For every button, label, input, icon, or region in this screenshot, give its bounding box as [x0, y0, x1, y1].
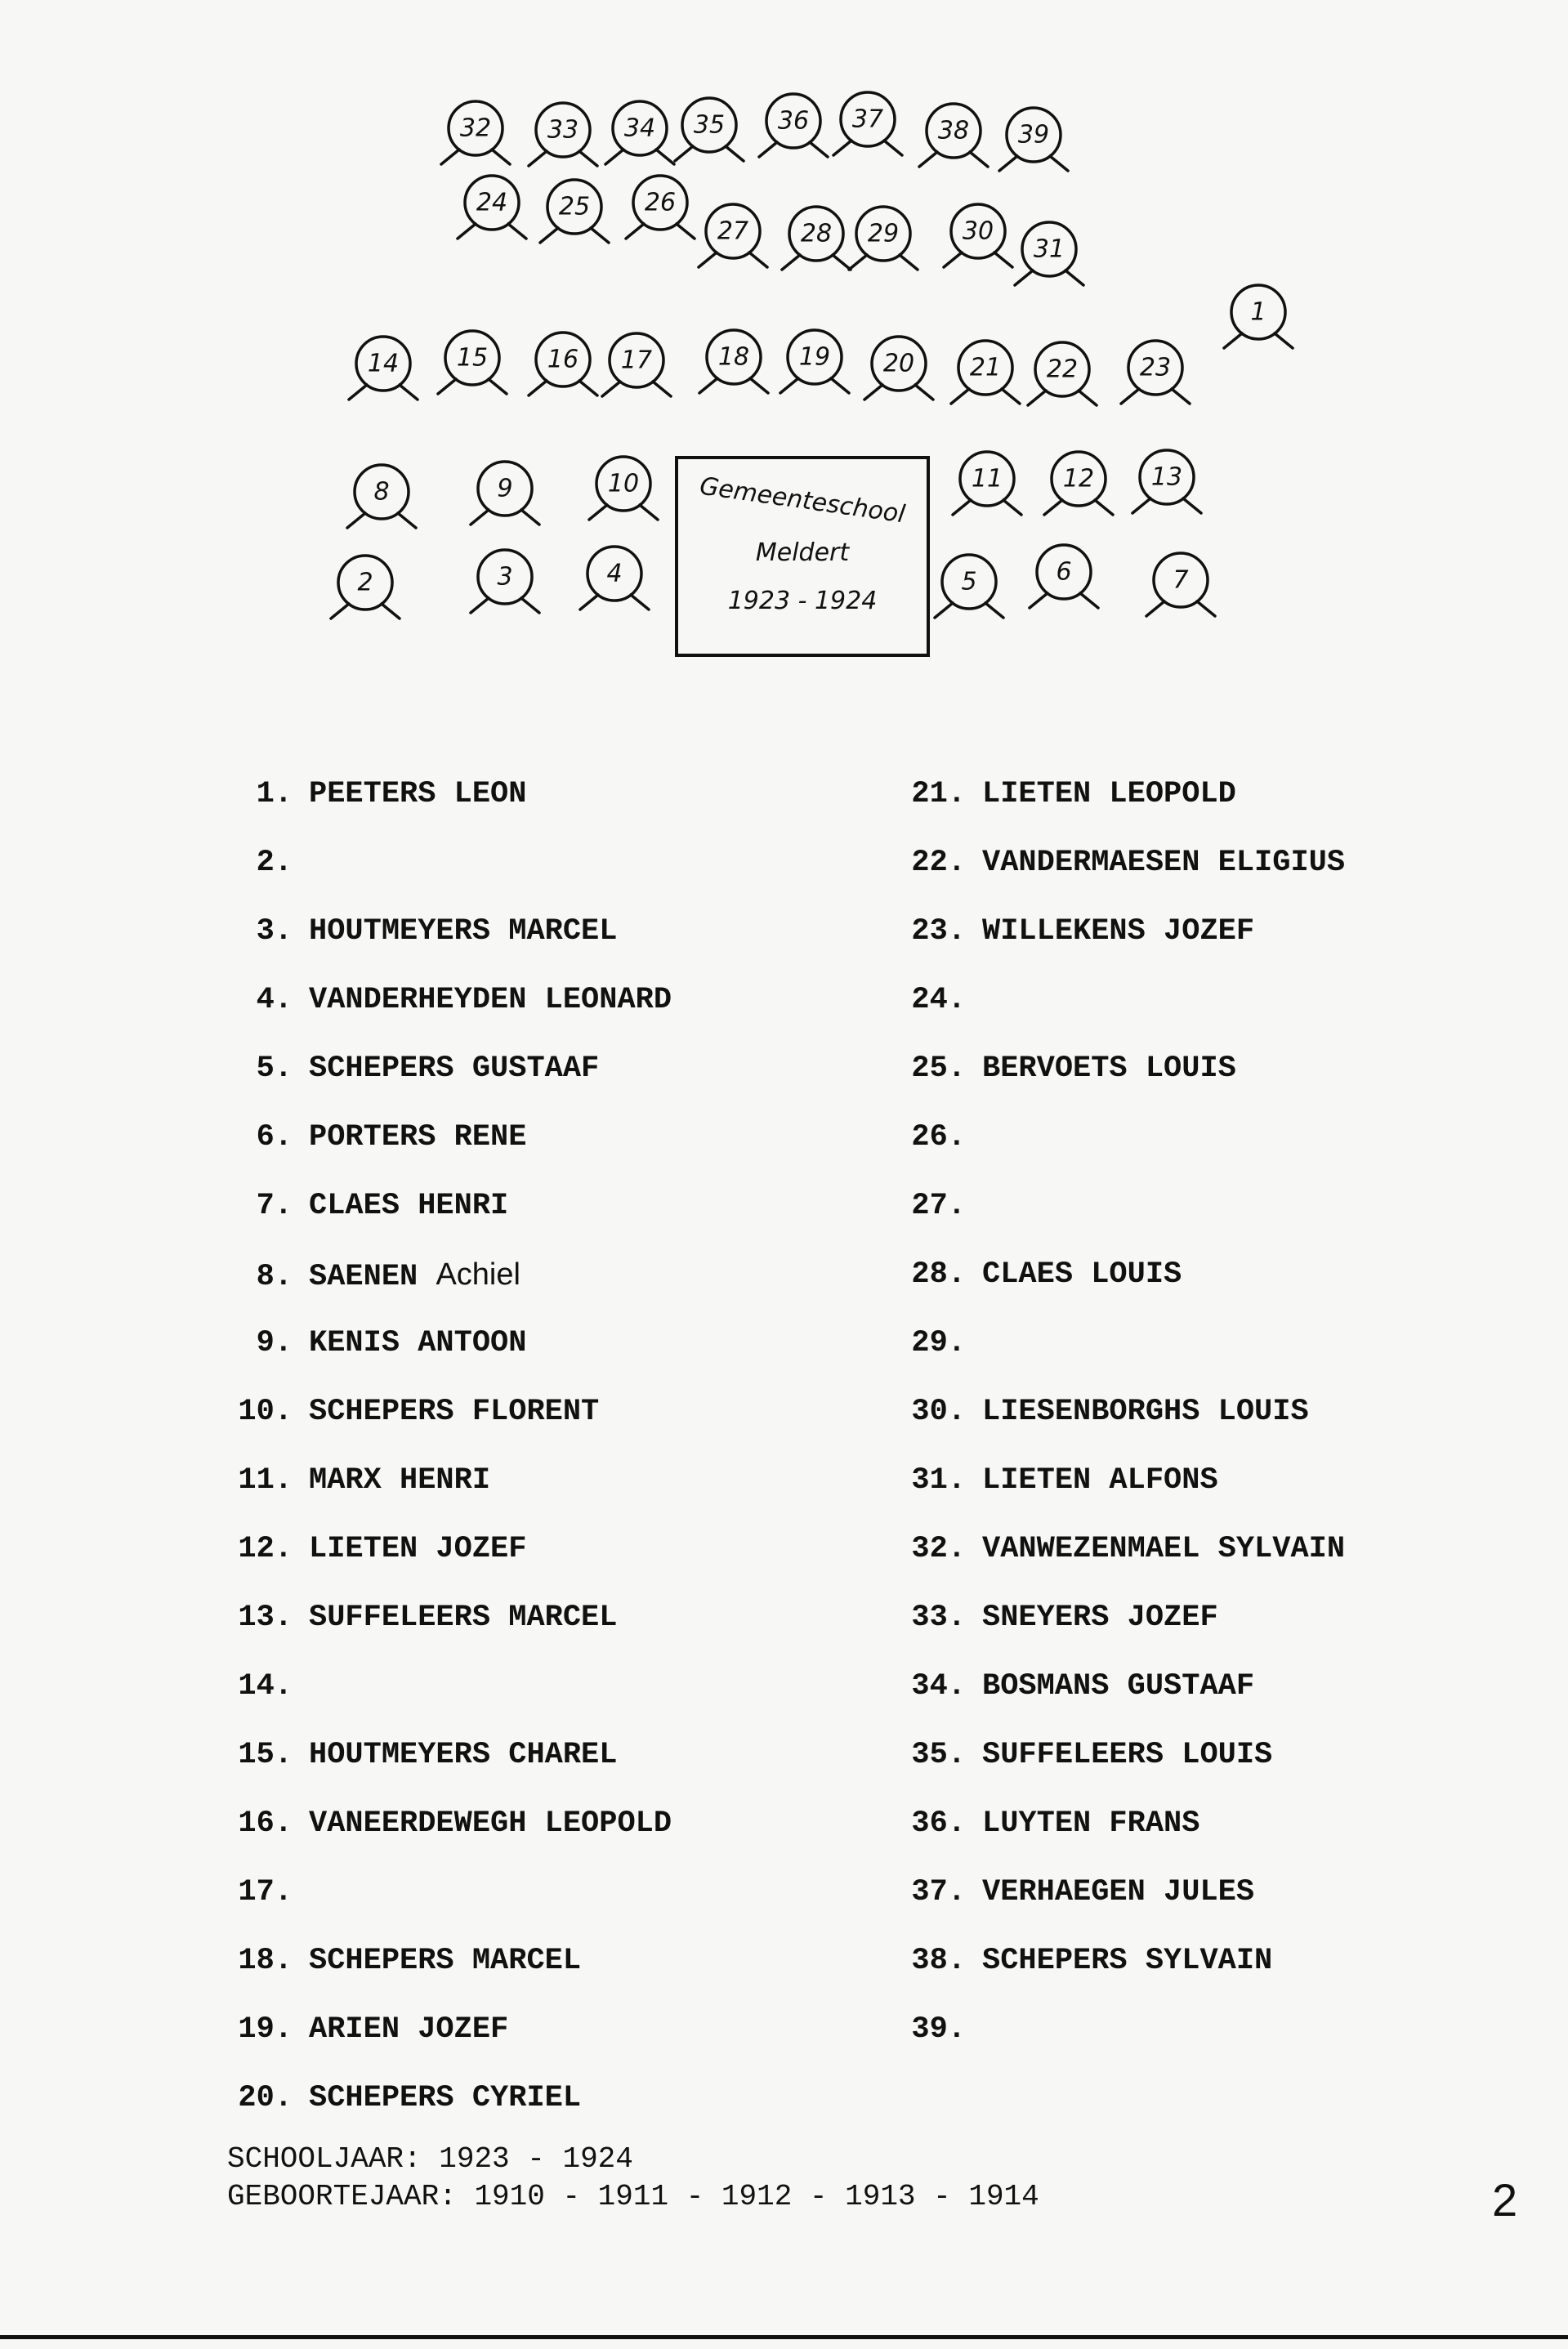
seat-marker: [864, 337, 933, 400]
roster-entry: [892, 897, 1562, 966]
roster-name: SAENEN: [309, 1260, 418, 1294]
roster-number: 36.: [911, 1806, 966, 1841]
seat-number: 15: [456, 343, 489, 373]
seat-shoulders: [347, 513, 416, 528]
roster-name: HOUTMEYERS CHAREL: [309, 1738, 618, 1772]
seat-marker: [1146, 553, 1215, 616]
roster-number: 23.: [911, 914, 966, 949]
seat-number: 30: [962, 217, 994, 246]
seat-number: 22: [1046, 355, 1079, 384]
roster-name: KENIS ANTOON: [309, 1326, 527, 1360]
roster-name: SUFFELEERS MARCEL: [309, 1601, 618, 1635]
roster-number: 30.: [911, 1395, 966, 1429]
roster-name: SCHEPERS FLORENT: [309, 1395, 600, 1429]
seat-number: 37: [851, 105, 884, 134]
seat-number: 34: [623, 114, 656, 143]
seat-shoulders: [951, 389, 1020, 404]
roster-number: 17.: [238, 1875, 293, 1909]
roster-name: SCHEPERS GUSTAAF: [309, 1052, 600, 1086]
seat-number: 5: [961, 567, 977, 596]
roster-number: 28.: [911, 1257, 966, 1292]
seat-shoulders: [1132, 498, 1201, 513]
seat-shoulders: [849, 255, 918, 270]
seat-marker: [441, 101, 510, 164]
roster-name: VANDERMAESEN ELIGIUS: [982, 846, 1346, 880]
roster-entry: [219, 897, 889, 966]
seat-shoulders: [699, 378, 768, 393]
seat-shoulders: [759, 142, 828, 157]
roster-name: PEETERS LEON: [309, 777, 527, 811]
seat-marker: [919, 104, 988, 167]
seat-shoulders: [1121, 389, 1190, 404]
seat-shoulders: [1030, 593, 1098, 608]
seat-marker: [1044, 452, 1113, 515]
page-number: 2: [1492, 2174, 1518, 2226]
roster-entry: [219, 1240, 889, 1309]
seat-shoulders: [1028, 391, 1097, 405]
roster-entry: [219, 1103, 889, 1172]
roster-number: 6.: [256, 1120, 293, 1154]
seat-marker: [331, 556, 400, 619]
seat-marker: [699, 330, 768, 393]
seat-number: 39: [1017, 120, 1050, 150]
roster-entry: [892, 1927, 1562, 1995]
roster-number: 38.: [911, 1944, 966, 1978]
seat-shoulders: [833, 141, 902, 155]
seat-number: 16: [547, 345, 579, 374]
seat-marker: [626, 176, 695, 239]
seat-marker: [347, 465, 416, 528]
seat-shoulders: [1015, 270, 1083, 285]
roster-entry: [219, 828, 889, 897]
roster-number: 4.: [256, 983, 293, 1017]
roster-entry: [219, 1034, 889, 1103]
roster-entry: [892, 1583, 1562, 1652]
roster-name: BOSMANS GUSTAAF: [982, 1669, 1255, 1704]
seat-marker: [458, 176, 526, 239]
roster-entry: [219, 1172, 889, 1240]
roster-entry: [219, 1789, 889, 1858]
seat-shoulders: [529, 151, 597, 166]
seat-number: 3: [497, 562, 513, 592]
schooljaar-line: SCHOOLJAAR: 1923 - 1924: [227, 2142, 633, 2176]
seat-number: 25: [558, 192, 591, 221]
roster-number: 5.: [256, 1052, 293, 1086]
seat-number: 21: [969, 353, 1002, 382]
seat-number: 6: [1056, 557, 1072, 587]
seat-shoulders: [438, 379, 507, 394]
roster-entry: [219, 2064, 889, 2132]
roster-name: ARIEN JOZEF: [309, 2012, 509, 2047]
seat-shoulders: [919, 152, 988, 167]
seat-shoulders: [1044, 500, 1113, 515]
roster-number: 39.: [911, 2012, 966, 2047]
roster-entry: [219, 1515, 889, 1583]
roster-number: 18.: [238, 1944, 293, 1978]
roster-name: LIETEN ALFONS: [982, 1463, 1218, 1498]
roster-number: 29.: [911, 1326, 966, 1360]
roster-entry: [219, 1927, 889, 1995]
seat-marker: [580, 547, 649, 610]
roster-name: SCHEPERS SYLVAIN: [982, 1944, 1273, 1978]
roster-number: 9.: [256, 1326, 293, 1360]
roster-name: BERVOETS LOUIS: [982, 1052, 1236, 1086]
seat-marker: [675, 98, 744, 161]
box-line-town: Meldert: [755, 538, 850, 567]
roster-entry: [892, 760, 1562, 828]
roster-entry: [892, 1309, 1562, 1378]
seat-marker: [1132, 450, 1201, 513]
seat-shoulders: [471, 598, 539, 613]
seat-number: 31: [1033, 234, 1065, 264]
seat-shoulders: [944, 252, 1012, 267]
bottom-rule: [0, 2335, 1568, 2339]
seat-shoulders: [699, 252, 767, 267]
seat-number: 7: [1173, 565, 1189, 595]
seat-number: 10: [607, 469, 640, 498]
seat-marker: [953, 452, 1021, 515]
seat-number: 24: [476, 188, 508, 217]
seat-number: 1: [1250, 297, 1266, 327]
roster-entry: [219, 1858, 889, 1927]
roster-name: LUYTEN FRANS: [982, 1806, 1200, 1841]
seat-number: 18: [717, 342, 750, 372]
seat-shoulders: [935, 603, 1003, 618]
seat-number: 32: [459, 114, 492, 143]
roster-number: 26.: [911, 1120, 966, 1154]
seat-number: 19: [798, 342, 831, 372]
roster-entry: [892, 1515, 1562, 1583]
roster-number: 11.: [238, 1463, 293, 1498]
seat-shoulders: [529, 381, 597, 395]
seat-shoulders: [1224, 333, 1293, 348]
seat-shoulders: [349, 385, 418, 400]
roster-number: 33.: [911, 1601, 966, 1635]
roster-name: SCHEPERS CYRIEL: [309, 2081, 582, 2115]
seat-marker: [935, 555, 1003, 618]
roster-entry: [892, 1721, 1562, 1789]
roster-number: 20.: [238, 2081, 293, 2115]
roster-number: 12.: [238, 1532, 293, 1566]
seat-marker: [780, 330, 849, 393]
seat-shoulders: [602, 382, 671, 396]
roster-name: VANEERDEWEGH LEOPOLD: [309, 1806, 672, 1841]
seat-marker: [349, 337, 418, 400]
roster-number: 34.: [911, 1669, 966, 1704]
seat-number: 13: [1150, 462, 1183, 492]
seat-number: 2: [357, 568, 373, 597]
seat-marker: [540, 180, 609, 243]
roster-name: CLAES LOUIS: [982, 1257, 1182, 1292]
seat-marker: [438, 331, 507, 394]
roster-entry: [219, 1721, 889, 1789]
seat-shoulders: [605, 150, 674, 164]
roster-entry: [892, 1103, 1562, 1172]
geboortejaar-line: GEBOORTEJAAR: 1910 - 1911 - 1912 - 1913 - 1914: [227, 2180, 1039, 2213]
seat-number: 14: [367, 349, 400, 378]
roster-name: SCHEPERS MARCEL: [309, 1944, 582, 1978]
roster-number: 22.: [911, 846, 966, 880]
seat-shoulders: [675, 146, 744, 161]
seat-number: 23: [1139, 353, 1172, 382]
roster-entry: [219, 1378, 889, 1446]
seat-shoulders: [953, 500, 1021, 515]
seat-shoulders: [441, 150, 510, 164]
roster-number: 32.: [911, 1532, 966, 1566]
seat-number: 17: [620, 346, 653, 375]
roster-entry: [219, 1583, 889, 1652]
seat-number: 38: [937, 116, 970, 145]
roster-number: 1.: [256, 777, 293, 811]
roster-name: HOUTMEYERS MARCEL: [309, 914, 618, 949]
seat-marker: [782, 207, 851, 270]
seat-marker: [833, 92, 902, 155]
roster-entry: [219, 1309, 889, 1378]
roster-number: 13.: [238, 1601, 293, 1635]
seat-number: 35: [693, 110, 726, 140]
roster-name: CLAES HENRI: [309, 1189, 509, 1223]
seat-marker: [951, 341, 1020, 404]
seat-shoulders: [782, 255, 851, 270]
roster-number: 24.: [911, 983, 966, 1017]
seat-number: 20: [882, 349, 915, 378]
roster-number: 37.: [911, 1875, 966, 1909]
roster-number: 25.: [911, 1052, 966, 1086]
roster-entry: [219, 1446, 889, 1515]
roster-name: PORTERS RENE: [309, 1120, 527, 1154]
roster-name: LIESENBORGHS LOUIS: [982, 1395, 1309, 1429]
seat-number: 33: [547, 115, 579, 145]
seat-marker: [944, 204, 1012, 267]
seat-number: 9: [497, 474, 513, 503]
roster-number: 14.: [238, 1669, 293, 1704]
roster-entry: [219, 1652, 889, 1721]
roster-number: 35.: [911, 1738, 966, 1772]
seat-marker: [529, 333, 597, 395]
roster-entry: [892, 1995, 1562, 2064]
seat-marker: [1224, 285, 1293, 348]
seat-shoulders: [540, 228, 609, 243]
box-line-school: Gemeenteschool: [698, 471, 907, 529]
seat-marker: [1121, 341, 1190, 404]
roster-number: 7.: [256, 1189, 293, 1223]
roster-name: LIETEN JOZEF: [309, 1532, 527, 1566]
roster-entry: [892, 966, 1562, 1034]
seat-number: 27: [717, 217, 749, 246]
roster-name-handwritten: Achiel: [436, 1257, 520, 1292]
seat-shoulders: [589, 505, 658, 520]
roster-number: 15.: [238, 1738, 293, 1772]
seat-number: 26: [644, 188, 677, 217]
seat-number: 36: [777, 106, 810, 136]
roster-number: 19.: [238, 2012, 293, 2047]
box-line-years: 1923 - 1924: [727, 587, 878, 615]
seat-marker: [759, 94, 828, 157]
roster-number: 27.: [911, 1189, 966, 1223]
seat-marker: [602, 333, 671, 396]
roster-number: 10.: [238, 1395, 293, 1429]
roster-entry: [892, 1789, 1562, 1858]
roster-number: 2.: [256, 846, 293, 880]
seat-shoulders: [864, 385, 933, 400]
roster-name: MARX HENRI: [309, 1463, 491, 1498]
roster-name: VERHAEGEN JULES: [982, 1875, 1255, 1909]
seat-shoulders: [1146, 601, 1215, 616]
roster-entry: [892, 1240, 1562, 1309]
roster-entry: [892, 1034, 1562, 1103]
seat-shoulders: [999, 156, 1068, 171]
roster-entry: [892, 828, 1562, 897]
roster-name: SUFFELEERS LOUIS: [982, 1738, 1273, 1772]
seat-number: 12: [1062, 464, 1095, 493]
seat-shoulders: [780, 378, 849, 393]
seat-number: 11: [971, 464, 1003, 493]
roster-number: 16.: [238, 1806, 293, 1841]
seat-marker: [589, 457, 658, 520]
roster-entry: [219, 760, 889, 828]
footer-years: [227, 2141, 1039, 2216]
roster-right-column: [892, 760, 1562, 2064]
seat-number: 28: [800, 219, 833, 248]
roster-entry: [892, 1858, 1562, 1927]
roster-number: 8.: [256, 1260, 293, 1294]
seat-shoulders: [331, 604, 400, 619]
roster-name: VANWEZENMAEL SYLVAIN: [982, 1532, 1346, 1566]
roster-name: LIETEN LEOPOLD: [982, 777, 1236, 811]
roster-entry: [219, 966, 889, 1034]
roster-left-column: [219, 760, 889, 2132]
seat-number: 29: [867, 219, 900, 248]
class-seating-diagram: [0, 0, 1568, 703]
roster-name: WILLEKENS JOZEF: [982, 914, 1255, 949]
seat-marker: [1028, 342, 1097, 405]
roster-number: 3.: [256, 914, 293, 949]
seat-shoulders: [458, 224, 526, 239]
seat-marker: [471, 550, 539, 613]
seat-marker: [1030, 545, 1098, 608]
seat-number: 4: [606, 559, 623, 588]
seat-marker: [1015, 222, 1083, 285]
roster-name: SNEYERS JOZEF: [982, 1601, 1218, 1635]
seat-shoulders: [580, 595, 649, 610]
roster-entry: [892, 1172, 1562, 1240]
seat-shoulders: [626, 224, 695, 239]
seat-marker: [699, 204, 767, 267]
roster-number: 31.: [911, 1463, 966, 1498]
roster-name: VANDERHEYDEN LEONARD: [309, 983, 672, 1017]
roster-entry: [892, 1652, 1562, 1721]
seat-number: 8: [373, 477, 390, 507]
seat-marker: [605, 101, 674, 164]
roster-entry: [892, 1446, 1562, 1515]
roster-number: 21.: [911, 777, 966, 811]
seat-marker: [849, 207, 918, 270]
seat-shoulders: [471, 510, 539, 525]
roster-entry: [219, 1995, 889, 2064]
seat-marker: [999, 108, 1068, 171]
seat-marker: [471, 462, 539, 525]
roster-entry: [892, 1378, 1562, 1446]
seat-marker: [529, 103, 597, 166]
